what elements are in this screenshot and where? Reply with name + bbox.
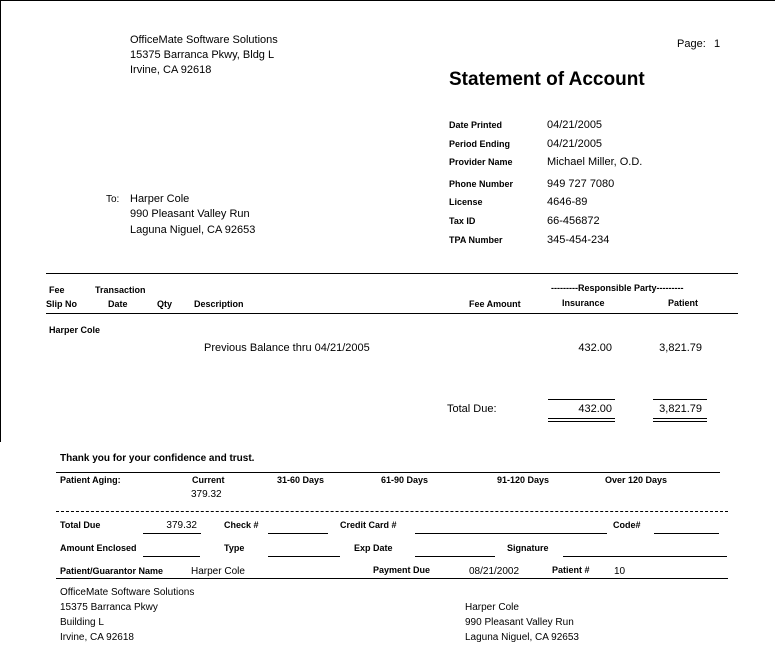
total-patient-double-rule-2 (653, 421, 707, 422)
row-description: Previous Balance thru 04/21/2005 (204, 342, 370, 354)
col-insurance: Insurance (562, 298, 605, 308)
aging-label: Patient Aging: (60, 475, 121, 485)
col-date: Date (108, 299, 128, 309)
col-fee-amount: Fee Amount (469, 299, 521, 309)
aging-top-rule (56, 472, 720, 473)
to-label: To: (106, 194, 120, 205)
patient-number-value: 10 (614, 566, 626, 577)
info-label-tpa: TPA Number (449, 235, 503, 245)
aging-31-60-label: 31-60 Days (277, 475, 325, 485)
guarantor-label: Patient/Guarantor Name (60, 566, 164, 576)
check-label: Check # (224, 520, 259, 530)
amount-enclosed-label: Amount Enclosed (60, 543, 137, 553)
code-label: Code# (613, 520, 641, 530)
total-due-label: Total Due: (447, 403, 497, 415)
page-number: 1 (714, 38, 721, 50)
mail-address-line1: 990 Pleasant Valley Run (465, 617, 574, 628)
info-label-provider-name: Provider Name (449, 157, 513, 167)
type-label: Type (224, 543, 245, 553)
company-city: Irvine, CA 92618 (130, 64, 212, 76)
info-label-phone: Phone Number (449, 179, 514, 189)
page-top-border (0, 0, 775, 1)
credit-card-label: Credit Card # (340, 520, 397, 530)
patient-number-label: Patient # (552, 565, 590, 575)
total-insurance: 432.00 (578, 403, 612, 415)
thank-you-message: Thank you for your confidence and trust. (60, 453, 255, 464)
info-label-period-ending: Period Ending (449, 139, 511, 149)
stub-bottom-rule (56, 578, 728, 579)
total-patient-double-rule-1 (653, 418, 707, 419)
group-name: Harper Cole (49, 325, 101, 335)
row-patient: 3,821.79 (659, 342, 702, 354)
to-address: 990 Pleasant Valley Run (130, 208, 250, 220)
total-insurance-double-rule-1 (548, 418, 615, 419)
page-left-border (0, 0, 1, 442)
mail-address-name: Harper Cole (465, 602, 519, 613)
row-insurance: 432.00 (578, 342, 612, 354)
stub-total-due-value: 379.32 (166, 520, 197, 531)
col-description: Description (194, 299, 244, 309)
company-address: 15375 Barranca Pkwy, Bldg L (130, 49, 275, 61)
info-value-period-ending: 04/21/2005 (547, 138, 603, 150)
signature-label: Signature (507, 543, 549, 553)
total-insurance-overline (548, 399, 615, 400)
company-name: OfficeMate Software Solutions (130, 34, 278, 46)
payment-due-value: 08/21/2002 (469, 566, 520, 577)
aging-over-120-label: Over 120 Days (605, 475, 668, 485)
info-value-license: 4646-89 (547, 196, 588, 208)
return-address-line1: 15375 Barranca Pkwy (60, 602, 158, 613)
stub-total-due-label: Total Due (60, 520, 101, 530)
credit-card-field[interactable] (415, 533, 607, 534)
aging-current-label: Current (192, 475, 225, 485)
return-address-line2: Building L (60, 617, 104, 628)
info-value-phone: 949 727 7080 (547, 178, 615, 190)
signature-field[interactable] (563, 556, 727, 557)
info-value-tax-id: 66-456872 (547, 215, 600, 227)
info-value-date-printed: 04/21/2005 (547, 119, 603, 131)
info-label-tax-id: Tax ID (449, 216, 476, 226)
tear-off-line (56, 511, 728, 512)
to-city: Laguna Niguel, CA 92653 (130, 224, 256, 236)
total-insurance-double-rule-2 (548, 421, 615, 422)
exp-date-label: Exp Date (354, 543, 393, 553)
info-label-date-printed: Date Printed (449, 120, 503, 130)
info-value-provider-name: Michael Miller, O.D. (547, 156, 643, 168)
col-slip-no: Slip No (46, 299, 77, 309)
stub-total-due-underline (143, 533, 201, 534)
exp-date-field[interactable] (415, 556, 495, 557)
page-title: Statement of Account (449, 69, 645, 90)
total-patient: 3,821.79 (659, 403, 702, 415)
return-address-name: OfficeMate Software Solutions (60, 587, 195, 598)
page-label: Page: (677, 38, 706, 50)
to-name: Harper Cole (130, 193, 190, 205)
code-field[interactable] (654, 533, 719, 534)
col-patient: Patient (668, 298, 699, 308)
col-transaction: Transaction (95, 285, 146, 295)
type-field[interactable] (268, 556, 340, 557)
amount-enclosed-field[interactable] (143, 556, 200, 557)
table-header-top-rule (46, 273, 738, 274)
table-header-bottom-rule (46, 313, 738, 314)
col-responsible-party: ---------Responsible Party--------- (551, 283, 684, 293)
payment-due-label: Payment Due (373, 565, 431, 575)
return-address-city: Irvine, CA 92618 (60, 632, 134, 643)
aging-91-120-label: 91-120 Days (497, 475, 550, 485)
info-value-tpa: 345-454-234 (547, 234, 610, 246)
col-qty: Qty (157, 299, 173, 309)
col-fee: Fee (49, 285, 65, 295)
aging-current-value: 379.32 (191, 489, 222, 500)
aging-61-90-label: 61-90 Days (381, 475, 429, 485)
check-field[interactable] (268, 533, 328, 534)
info-label-license: License (449, 197, 483, 207)
mail-address-city: Laguna Niguel, CA 92653 (465, 632, 579, 643)
guarantor-value: Harper Cole (191, 566, 245, 577)
total-patient-overline (653, 399, 707, 400)
